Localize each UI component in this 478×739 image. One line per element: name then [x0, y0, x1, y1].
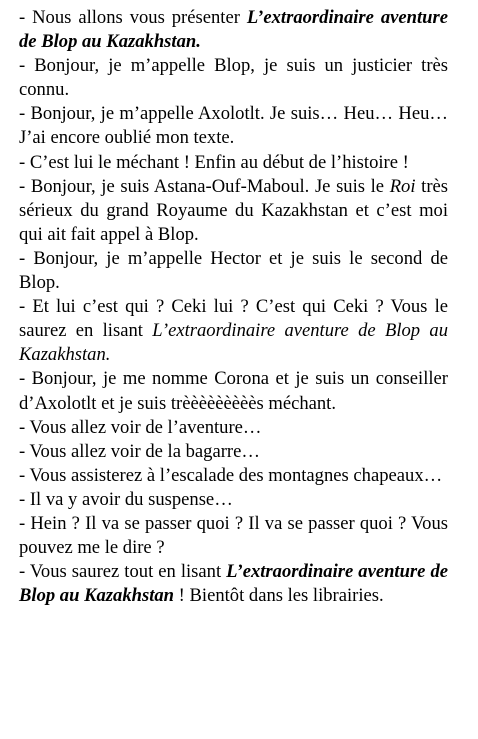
text-span: - Nous allons vous présenter [19, 7, 247, 28]
roi-emphasis: Roi [389, 175, 416, 197]
text-span: ! Bientôt dans les librairies. [174, 585, 384, 607]
dialogue-line-suspense [19, 488, 448, 512]
dialogue-line-conclusion [19, 560, 448, 608]
book-title-emphasis: L’extraordinaire aventure de Blop au Kazakhstan [19, 561, 448, 607]
text-span: - Bonjour, je m’appelle Blop, je suis un justicier très connu. [19, 55, 448, 101]
text-span: très sérieux du grand Royaume du Kazakhstan et c’est moi qui ait fait appel à Blop. [19, 175, 448, 245]
dialogue-line-aventure [19, 416, 448, 440]
dialogue-line-bagarre [19, 440, 448, 464]
text-span: - Et lui c’est qui ? Ceki lui ? C’est qui Ceki ? Vous le saurez en lisant [19, 296, 448, 342]
dialogue-line-blop [19, 54, 448, 102]
dialogue-line-hector [19, 247, 448, 295]
dialogue-line-hein [19, 512, 448, 560]
text-span: - Bonjour, je suis Astana-Ouf-Maboul. Je suis le [19, 175, 390, 197]
dialogue-line-corona [19, 367, 448, 415]
text-span: - Bonjour, je me nomme Corona et je suis un conseiller d’Axolotlt et je suis trèèèèèèèèès méchant. [19, 368, 448, 414]
dialogue-line-ceki [19, 295, 448, 367]
text-span: - Bonjour, je m’appelle Hector et je suis le second de Blop. [19, 247, 448, 294]
text-span: - C’est lui le méchant ! Enfin au début de l’histoire ! [19, 151, 409, 173]
dialogue-line-axolotlt [19, 102, 448, 150]
text-span: - Vous assisterez à l’escalade des montagnes chapeaux… [19, 464, 443, 486]
book-title-emphasis: L’extraordinaire aventure de Blop au Kazakhstan. [19, 7, 448, 53]
dialogue-line-mechant [19, 151, 448, 175]
text-span: - Vous allez voir de l’aventure… [19, 416, 262, 438]
text-span: - Il va y avoir du suspense… [19, 488, 233, 510]
text-span: - Vous saurez tout en lisant [19, 561, 227, 583]
text-span: - Hein ? Il va se passer quoi ? Il va se passer quoi ? Vous pouvez me le dire ? [19, 512, 448, 559]
text-span: - Vous allez voir de la bagarre… [19, 440, 260, 462]
book-title-italic: L’extraordinaire aventure de Blop au Kazakhstan. [19, 320, 448, 366]
dialogue-line-presentation [19, 6, 448, 54]
dialogue-line-escalade [19, 464, 448, 488]
text-span: - Bonjour, je m’appelle Axolotlt. Je suis… Heu… Heu… J’ai encore oublié mon texte. [19, 103, 448, 149]
dialogue-line-roi [19, 175, 448, 247]
